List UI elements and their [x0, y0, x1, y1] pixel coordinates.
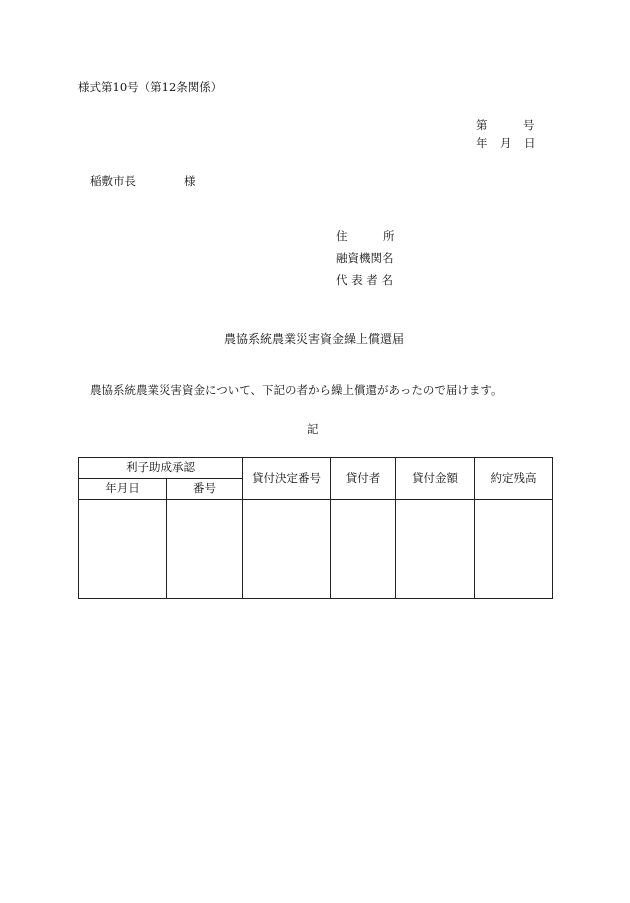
- date-year: 年: [476, 136, 488, 150]
- document-number-suffix: 号: [523, 118, 535, 132]
- detail-table: [78, 457, 553, 599]
- sender-address-label-2: 所: [383, 229, 395, 243]
- addressee-name: 稲敷市長: [90, 174, 136, 188]
- sender-address-label-1: 住: [336, 229, 348, 243]
- cell-borrower: [331, 500, 396, 599]
- sender-bank-label: 融資機関名: [336, 251, 394, 265]
- table-header-row: [79, 458, 553, 479]
- date-day: 日: [524, 136, 536, 150]
- subheader-number: 番号: [167, 479, 243, 500]
- form-number: 様式第10号（第12条関係）: [78, 80, 223, 94]
- cell-loan-decision-number: [243, 500, 331, 599]
- table-row: [79, 500, 553, 599]
- header-loan-decision-number: 貸付決定番号: [243, 458, 331, 500]
- date-month: 月: [500, 136, 512, 150]
- addressee: [90, 174, 196, 188]
- header-contract-balance: 約定残高: [475, 458, 553, 500]
- cell-contract-balance: [475, 500, 553, 599]
- document-body: 農協系統農業災害資金について、下記の者から繰上償還があったので届けます。: [90, 383, 503, 397]
- sender-address-label: [336, 229, 395, 243]
- subheader-date: 年月日: [79, 479, 167, 500]
- cell-loan-amount: [396, 500, 475, 599]
- ki-heading: 記: [307, 422, 319, 436]
- document-number-prefix: 第: [476, 118, 488, 132]
- cell-number: [167, 500, 243, 599]
- document-title: 農協系統農業災害資金繰上償還届: [224, 332, 405, 346]
- header-interest-subsidy: 利子助成承認: [79, 458, 243, 479]
- header-loan-amount: 貸付金額: [396, 458, 475, 500]
- sender-representative-label: 代 表 者 名: [336, 273, 393, 287]
- cell-date: [79, 500, 167, 599]
- addressee-honorific: 様: [184, 174, 196, 188]
- header-borrower: 貸付者: [331, 458, 396, 500]
